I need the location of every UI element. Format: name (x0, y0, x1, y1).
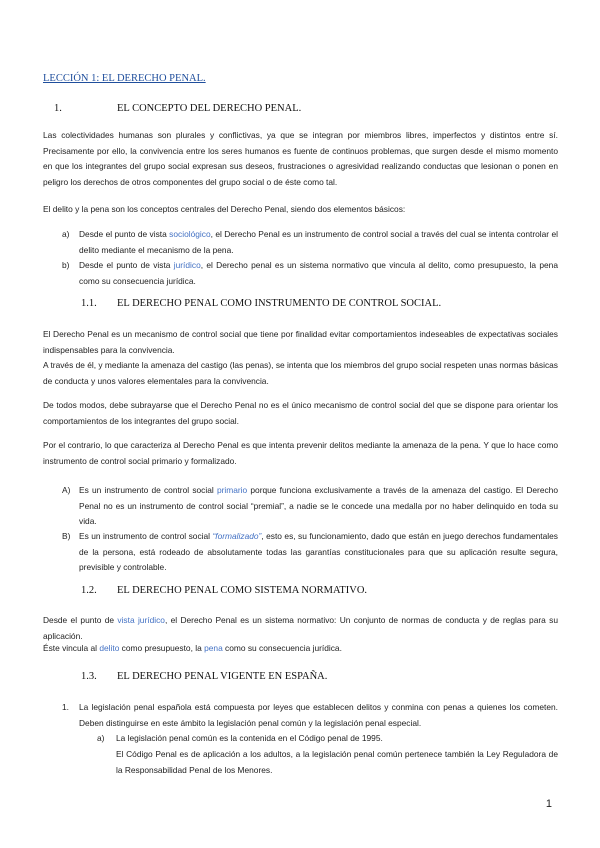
section-title: EL DERECHO PENAL COMO INSTRUMENTO DE CONTROL SOCIAL. (117, 298, 442, 309)
list-item-primario (79, 483, 558, 530)
text: , el Derecho penal es un sistema normativo que vincula al delito, como presupuesto, la pena como su consecuencia jurídica. (79, 260, 558, 286)
section-title: EL DERECHO PENAL COMO SISTEMA NORMATIVO. (117, 585, 368, 596)
text: Desde el punto de (43, 615, 118, 625)
highlight-term: pena (204, 643, 223, 653)
highlight-term: “formalizado” (212, 531, 262, 541)
section-title: EL DERECHO PENAL VIGENTE EN ESPAÑA. (117, 671, 328, 682)
paragraph-8 (43, 641, 558, 657)
list-marker: 1. (62, 702, 69, 712)
list-item-legislacion: La legislación penal española está compuesta por leyes que establecen delitos y conmina con penas a quienes los cometen. Deben distinguirse en este ámbito la legislación penal común y la legislación penal especial. (79, 702, 558, 728)
lesson-title[interactable]: LECCIÓN 1: EL DERECHO PENAL. (43, 73, 206, 84)
text: Desde el punto de vista (79, 260, 174, 270)
highlight-term: jurídico (173, 260, 201, 270)
paragraph-7 (43, 613, 558, 644)
paragraph-4: A través de él, y mediante la amenaza del castigo (las penas), se intenta que los miembros del grupo social respeten unas normas básicas de conducta y unos valores elementales para la convivencia. (43, 360, 558, 386)
section-number: 1.3. (81, 671, 97, 682)
highlight-term: sociológico (169, 229, 211, 239)
list-item-codigo-penal-detail: El Código Penal es de aplicación a los adultos, a la legislación penal común pertenece también la Ley Reguladora de la Responsabilidad Penal de los Menores. (116, 749, 558, 775)
list-marker: B) (62, 531, 71, 541)
section-title: EL CONCEPTO DEL DERECHO PENAL. (117, 103, 302, 114)
section-1-3-heading (81, 671, 327, 682)
section-1-1-heading (81, 298, 441, 309)
list-marker: A) (62, 485, 71, 495)
text: , esto es, su funcionamiento, dado que están en juego derechos fundamentales de la persona, está rodeado de absolutamente todas las garantías constitucionales para que su aplicación resulte segura, previsible y controlable. (79, 531, 558, 573)
paragraph-6: Por el contrario, lo que caracteriza al Derecho Penal es que intenta prevenir delitos mediante la amenaza de la pena. Y que lo hace como instrumento de control social primario y formalizado. (43, 440, 558, 466)
text: como su consecuencia jurídica. (222, 643, 342, 653)
section-number: 1. (54, 103, 62, 114)
highlight-term: vista jurídico (117, 615, 165, 625)
highlight-term: delito (99, 643, 120, 653)
paragraph-5: De todos modos, debe subrayarse que el Derecho Penal no es el único mecanismo de control social del que se dispone para orientar los comportamientos de los integrantes del grupo social. (43, 400, 558, 426)
section-1-2-heading (81, 585, 367, 596)
text: como presupuesto, la (119, 643, 205, 653)
list-marker: a) (62, 229, 70, 239)
text: Desde el punto de vista (79, 229, 170, 239)
list-item-juridico (79, 258, 558, 289)
list-marker: a) (97, 733, 105, 743)
page-number: 1 (545, 798, 552, 810)
text: Éste vincula al (43, 643, 100, 653)
text: Es un instrumento de control social (79, 531, 213, 541)
paragraph-3: El Derecho Penal es un mecanismo de control social que tiene por finalidad evitar comportamientos indeseables de expectativas sociales indispensables para la convivencia. (43, 329, 558, 355)
list-item-formalizado (79, 529, 558, 576)
text: Es un instrumento de control social (79, 485, 217, 495)
paragraph-1: Las colectividades humanas son plurales y conflictivas, ya que se integran por miembros libres, imperfectos y distintos entre sí. Precisamente por ello, la convivencia entre los seres humanos es fuente de continuos problemas, que surgen desde el mismo momento en que los integrantes del grupo social expresan sus deseos, frustraciones o agresividad realizando conductas que lesionan o ponen en peligro los derechos de otros componentes del grupo social o de éste como tal. (43, 130, 558, 187)
list-item-codigo-penal: La legislación penal común es la contenida en el Código penal de 1995. (116, 733, 383, 743)
list-item-sociologico (79, 227, 558, 258)
section-number: 1.1. (81, 298, 97, 309)
text: , el Derecho Penal es un instrumento de control social a través del cual se intenta controlar el delito mediante el mecanismo de la pena. (79, 229, 559, 255)
paragraph-2: El delito y la pena son los conceptos centrales del Derecho Penal, siendo dos elementos básicos: (43, 204, 406, 214)
text: porque funciona exclusivamente a través de la amenaza del castigo. El Derecho Penal no es un instrumento de control social “premial”, a nadie se le concede una medalla por no haber delinquido en toda su vida. (79, 485, 558, 527)
section-number: 1.2. (81, 585, 97, 596)
section-1-heading (54, 103, 301, 114)
list-marker: b) (62, 260, 70, 270)
text: , el Derecho Penal es un sistema normativo: Un conjunto de normas de conducta y de reglas para su aplicación. (43, 615, 558, 641)
highlight-term: primario (216, 485, 248, 495)
